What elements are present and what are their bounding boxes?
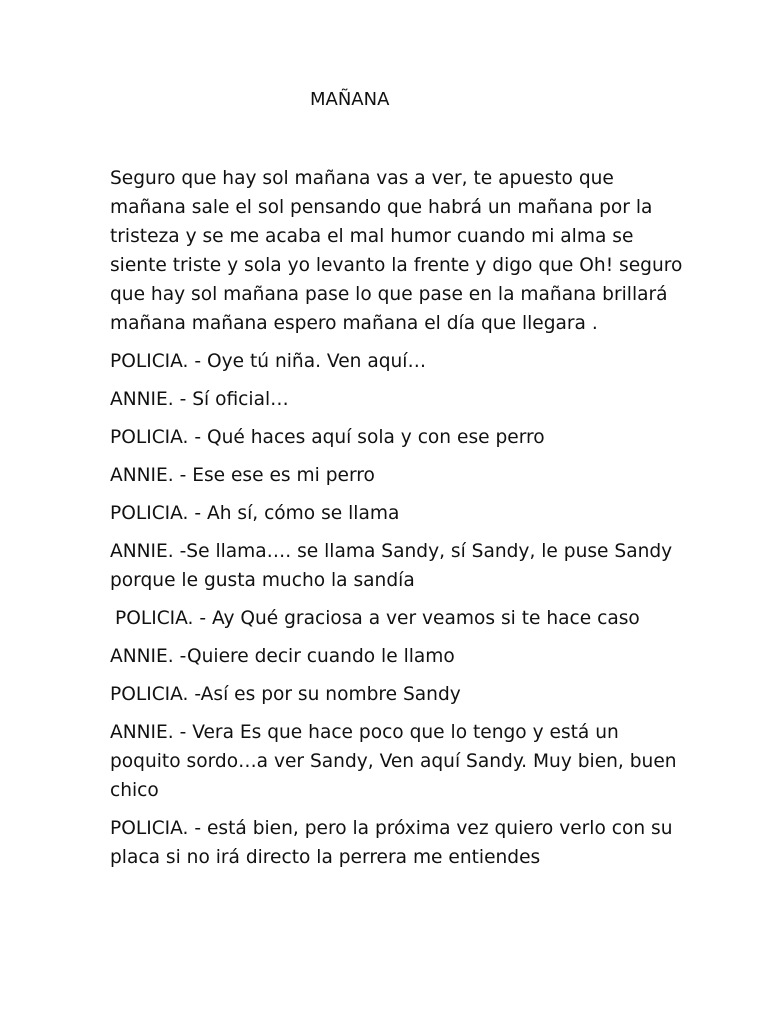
- paragraph-dialogue-annie-1: ANNIE. - Sí oficial…: [110, 389, 289, 410]
- document-body: [110, 164, 685, 881]
- paragraph-dialogue-policia-4: POLICIA. - Ay Qué graciosa a ver veamos si te hace caso: [115, 608, 640, 629]
- paragraph-dialogue-annie-3: ANNIE. -Se llama…. se llama Sandy, sí Sandy, le puse Sandy porque le gusta mucho la sandía: [110, 541, 673, 591]
- paragraph-dialogue-annie-2: ANNIE. - Ese ese es mi perro: [110, 465, 375, 486]
- paragraph-dialogue-policia-2: POLICIA. - Qué haces aquí sola y con ese perro: [110, 427, 545, 448]
- document-title: MAÑANA: [310, 89, 390, 110]
- paragraph-dialogue-annie-4: ANNIE. -Quiere decir cuando le llamo: [110, 646, 455, 667]
- paragraph-dialogue-policia-5: POLICIA. -Así es por su nombre Sandy: [110, 684, 461, 705]
- paragraph-dialogue-annie-5: ANNIE. - Vera Es que hace poco que lo tengo y está un poquito sordo…a ver Sandy, Ven aquí Sandy. Muy bien, buen chico: [110, 722, 677, 801]
- paragraph-dialogue-policia-6: POLICIA. - está bien, pero la próxima vez quiero verlo con su placa si no irá directo la perrera me entiendes: [110, 818, 673, 868]
- paragraph-dialogue-policia-1: POLICIA. - Oye tú niña. Ven aquí…: [110, 351, 427, 372]
- paragraph-dialogue-policia-3: POLICIA. - Ah sí, cómo se llama: [110, 503, 400, 524]
- paragraph-song-lyrics: Seguro que hay sol mañana vas a ver, te apuesto que mañana sale el sol pensando que habrá un mañana por la tristeza y se me acaba el mal humor cuando mi alma se siente triste y sola yo levanto la frente y digo que Oh! seguro que hay sol mañana pase lo que pase en la mañana brillará mañana mañana espero mañana el día que llegara .: [110, 168, 683, 334]
